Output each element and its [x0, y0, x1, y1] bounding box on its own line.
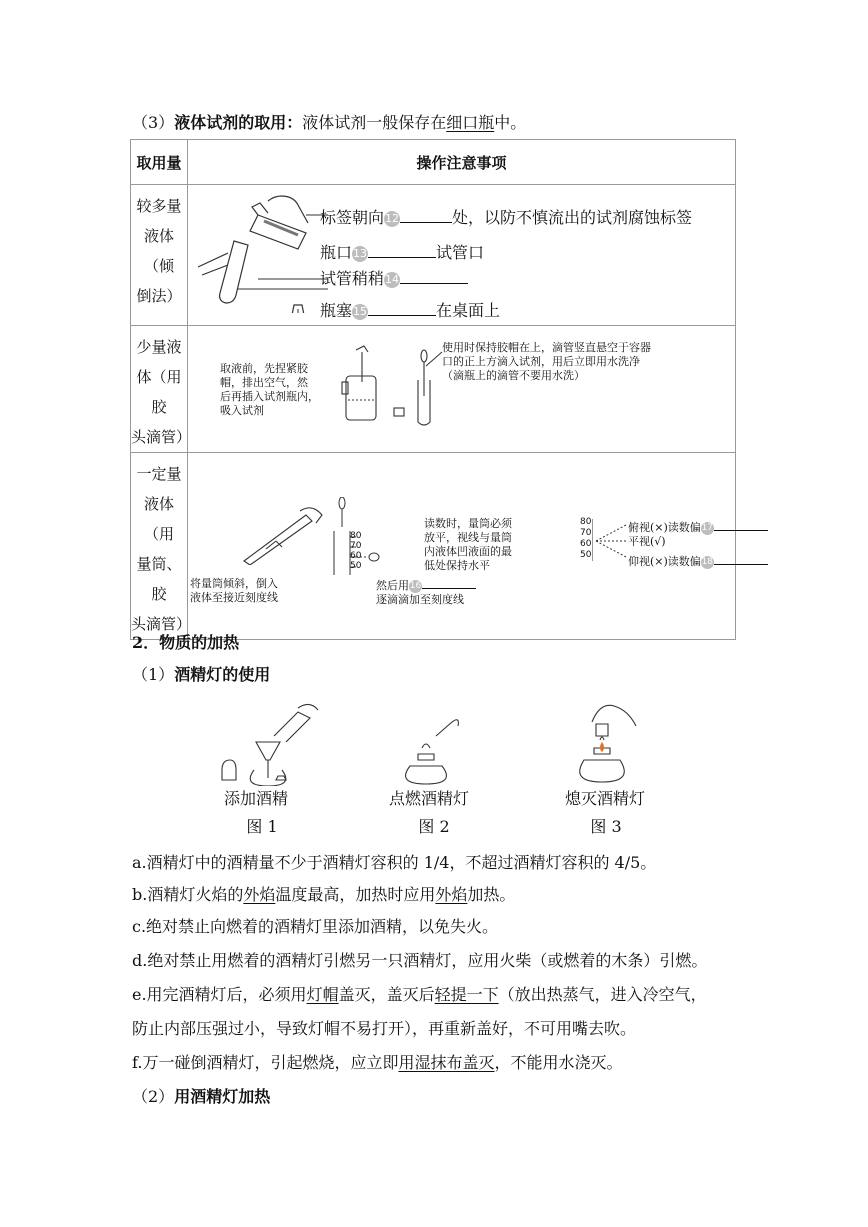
note-line: 读数时，量筒必须	[424, 517, 512, 530]
point-d: d.绝对禁止用燃着的酒精灯引燃另一只酒精灯，应用火柴（或燃着的木条）引燃。	[132, 951, 708, 970]
figure-1-caption: 添加酒精	[223, 789, 288, 808]
light-lamp-illustration	[382, 716, 472, 786]
note-line: 内液体凹液面的最	[424, 545, 512, 558]
scale-tick: 50	[350, 561, 362, 571]
view-note-top	[628, 519, 768, 535]
label-line: 量筒、胶	[136, 555, 182, 603]
note-text: 标签朝向	[320, 208, 385, 227]
scale-tick: 70	[350, 541, 362, 551]
note-text: 试管稍稍	[320, 269, 385, 288]
section-text: 液体试剂一般保存在	[302, 113, 447, 132]
note-line: 液体至接近刻度线	[190, 591, 278, 604]
label-line: 体（用胶	[136, 368, 182, 416]
heading-colon: ：	[286, 113, 303, 132]
blank-number-badge: 15	[353, 305, 368, 318]
cylinder-cell	[188, 453, 736, 640]
note-text: 在桌面上	[436, 301, 501, 320]
label-line: 头滴管）	[131, 615, 192, 633]
section-heading: 液体试剂的取用	[174, 113, 287, 132]
label-line: 液体（倾	[143, 227, 174, 275]
blank-number-badge: 16	[409, 581, 422, 591]
point-a: a.酒精灯中的酒精量不少于酒精灯容积的 1/4，不超过酒精灯容积的 4/5。	[132, 853, 657, 872]
scale-tick: 60	[350, 551, 362, 561]
note-text: 瓶口	[320, 243, 353, 262]
point-text: （放出热蒸气，进入冷空气，	[498, 985, 707, 1004]
dropper-adjust-note	[376, 577, 476, 607]
point-text: 加热。	[467, 885, 516, 904]
cylinder-pour-note	[190, 577, 278, 605]
view-note-bottom	[628, 553, 768, 569]
blank-number-badge: 18	[701, 557, 714, 567]
label-line: 一定量	[136, 465, 182, 483]
answer-blank	[368, 299, 436, 316]
point-text: 温度最高，加热时应用	[275, 885, 436, 904]
figure-2-caption: 点燃酒精灯	[388, 789, 469, 808]
liquid-section-line	[132, 112, 526, 134]
liquid-handling-table	[130, 139, 736, 640]
note-line: 使用时保持胶帽在上，滴管竖直悬空于容器	[442, 341, 651, 354]
lamp-subsection-line	[132, 664, 270, 686]
section-prefix: （3）	[132, 113, 175, 132]
label-line: 少量液	[136, 338, 182, 356]
note-line: 低处保持水平	[424, 559, 490, 572]
blank-number-badge: 14	[385, 273, 400, 286]
subsection-prefix: （1）	[132, 665, 175, 684]
underlined-answer: 外焰	[243, 885, 276, 904]
point-text: b.酒精灯火焰的	[132, 885, 244, 904]
point-c: c.绝对禁止向燃着的酒精灯里添加酒精，以免失火。	[132, 917, 499, 936]
row-label-cylinder	[131, 453, 192, 640]
extinguish-lamp-illustration	[556, 696, 646, 786]
scale-tick: 50	[580, 550, 592, 560]
pouring-illustration	[198, 193, 328, 313]
section-text-end: 中。	[494, 113, 527, 132]
pour-note-4	[320, 299, 500, 322]
point-e-continued: 防止内部压强过小，导致灯帽不易打开），再重新盖好，不可用嘴去吹。	[132, 1019, 637, 1038]
note-line: 逐滴滴加至刻度线	[376, 593, 464, 606]
blank-number-badge: 17	[701, 523, 714, 533]
note-line: （滴瓶上的滴管不要用水洗）	[442, 369, 585, 382]
blank-number-badge: 13	[353, 247, 368, 260]
point-b	[132, 884, 515, 906]
heat-subsection-line	[132, 1086, 270, 1108]
dropper-cell	[188, 326, 736, 453]
scale-tick: 80	[580, 517, 592, 527]
reading-scale	[580, 517, 591, 561]
cylinder-pouring-illustration	[236, 505, 326, 565]
pointer-line-icon	[424, 348, 444, 368]
dropper-before-note	[220, 362, 319, 418]
dropper-usage-note	[442, 341, 651, 383]
answer-blank	[400, 206, 452, 223]
underlined-answer: 灯帽	[306, 985, 339, 1004]
note-line: 将量筒倾斜，倒入	[190, 577, 278, 590]
header-notes: 操作注意事项	[188, 140, 736, 185]
pour-note-3	[320, 267, 468, 290]
point-f	[132, 1052, 622, 1074]
blank-number-badge: 12	[385, 212, 400, 225]
figure-2-label: 图 2	[418, 817, 450, 836]
note-text: 处，以防不慎流出的试剂腐蚀标签	[452, 208, 693, 227]
scale-tick: 60	[580, 539, 592, 549]
dropper-illustration	[338, 342, 438, 426]
label-line: 液体（用	[143, 495, 174, 543]
answer-blank	[368, 241, 436, 258]
point-text: e.用完酒精灯后，必须用	[132, 985, 307, 1004]
point-text: 盖灭，盖灭后	[338, 985, 435, 1004]
scale-tick: 80	[350, 531, 362, 541]
note-line: 取液前，先捏紧胶	[220, 362, 308, 375]
note-text: 试管口	[436, 243, 485, 262]
sightline-illustration	[592, 515, 628, 565]
point-e	[132, 984, 707, 1006]
underlined-answer: 轻提一下	[434, 985, 499, 1004]
answer-blank	[714, 519, 768, 531]
pour-note-1	[320, 206, 692, 229]
figure-3-label: 图 3	[590, 817, 622, 836]
scale-tick: 70	[580, 528, 592, 538]
point-text: ，不能用水浇灭。	[494, 1053, 623, 1072]
subsection-title: 用酒精灯加热	[174, 1087, 271, 1106]
view-note-level	[628, 535, 666, 549]
note-line: 吸入试剂	[220, 404, 264, 417]
label-line: 头滴管）	[131, 428, 192, 446]
point-text: f.万一碰倒酒精灯，引起燃烧，应立即	[132, 1053, 399, 1072]
note-text: 仰视(×)读数偏	[628, 555, 701, 568]
add-alcohol-illustration	[218, 700, 322, 786]
heating-section-title: 2．物质的加热	[132, 633, 240, 652]
note-line: 后再插入试剂瓶内，	[220, 390, 319, 403]
subsection-title: 酒精灯的使用	[174, 665, 271, 684]
pouring-cell	[188, 185, 736, 326]
row-label-pouring	[131, 185, 188, 326]
underlined-answer: 细口瓶	[446, 113, 495, 132]
cylinder-scale	[350, 531, 361, 571]
underlined-answer: 外焰	[435, 885, 468, 904]
answer-blank	[400, 267, 468, 284]
note-line: 放平，视线与量筒	[424, 531, 512, 544]
note-line: 帽，排出空气，然	[220, 376, 308, 389]
underlined-answer: 用湿抹布盖灭	[398, 1053, 495, 1072]
subsection-prefix: （2）	[132, 1087, 175, 1106]
figure-1-label: 图 1	[246, 817, 278, 836]
note-text: 瓶塞	[320, 301, 353, 320]
pour-note-2	[320, 241, 484, 264]
note-text: 平视(√)	[628, 535, 666, 548]
header-amount: 取用量	[131, 140, 188, 185]
answer-blank	[422, 577, 476, 589]
row-label-dropper	[131, 326, 192, 453]
label-line: 较多量	[136, 197, 182, 215]
note-text: 俯视(×)读数偏	[628, 521, 701, 534]
note-line: 口的正上方滴入试剂，用后立即用水洗净	[442, 355, 640, 368]
answer-blank	[714, 553, 768, 565]
note-text: 然后用	[376, 579, 409, 592]
reading-note	[424, 517, 512, 573]
figure-3-caption: 熄灭酒精灯	[564, 789, 645, 808]
label-line: 倒法）	[136, 287, 182, 305]
